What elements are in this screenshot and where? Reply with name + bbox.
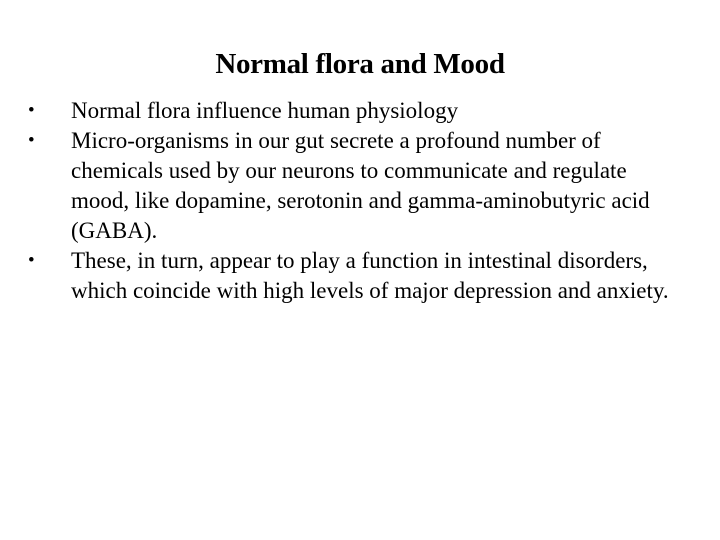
bullet-dot-icon: •: [28, 130, 35, 151]
bullet-text: Normal flora influence human physiology: [71, 98, 459, 123]
bullet-list: [28, 96, 688, 306]
bullet-text: These, in turn, appear to play a function in intestinal disorders, which coincide with high levels of major depression and anxiety.: [71, 248, 669, 303]
slide-title: Normal flora and Mood: [215, 48, 505, 80]
bullet-dot-icon: •: [28, 250, 35, 271]
bullet-text: Micro-organisms in our gut secrete a profound number of chemicals used by our neurons to communicate and regulate mood, like dopamine, serotonin and gamma-aminobutyric acid (GABA).: [71, 128, 650, 243]
bullet-dot-icon: •: [28, 100, 35, 121]
bullet-item-physiology: [28, 96, 688, 126]
bullet-item-disorders: [28, 246, 688, 306]
bullet-item-chemicals: [28, 126, 688, 246]
